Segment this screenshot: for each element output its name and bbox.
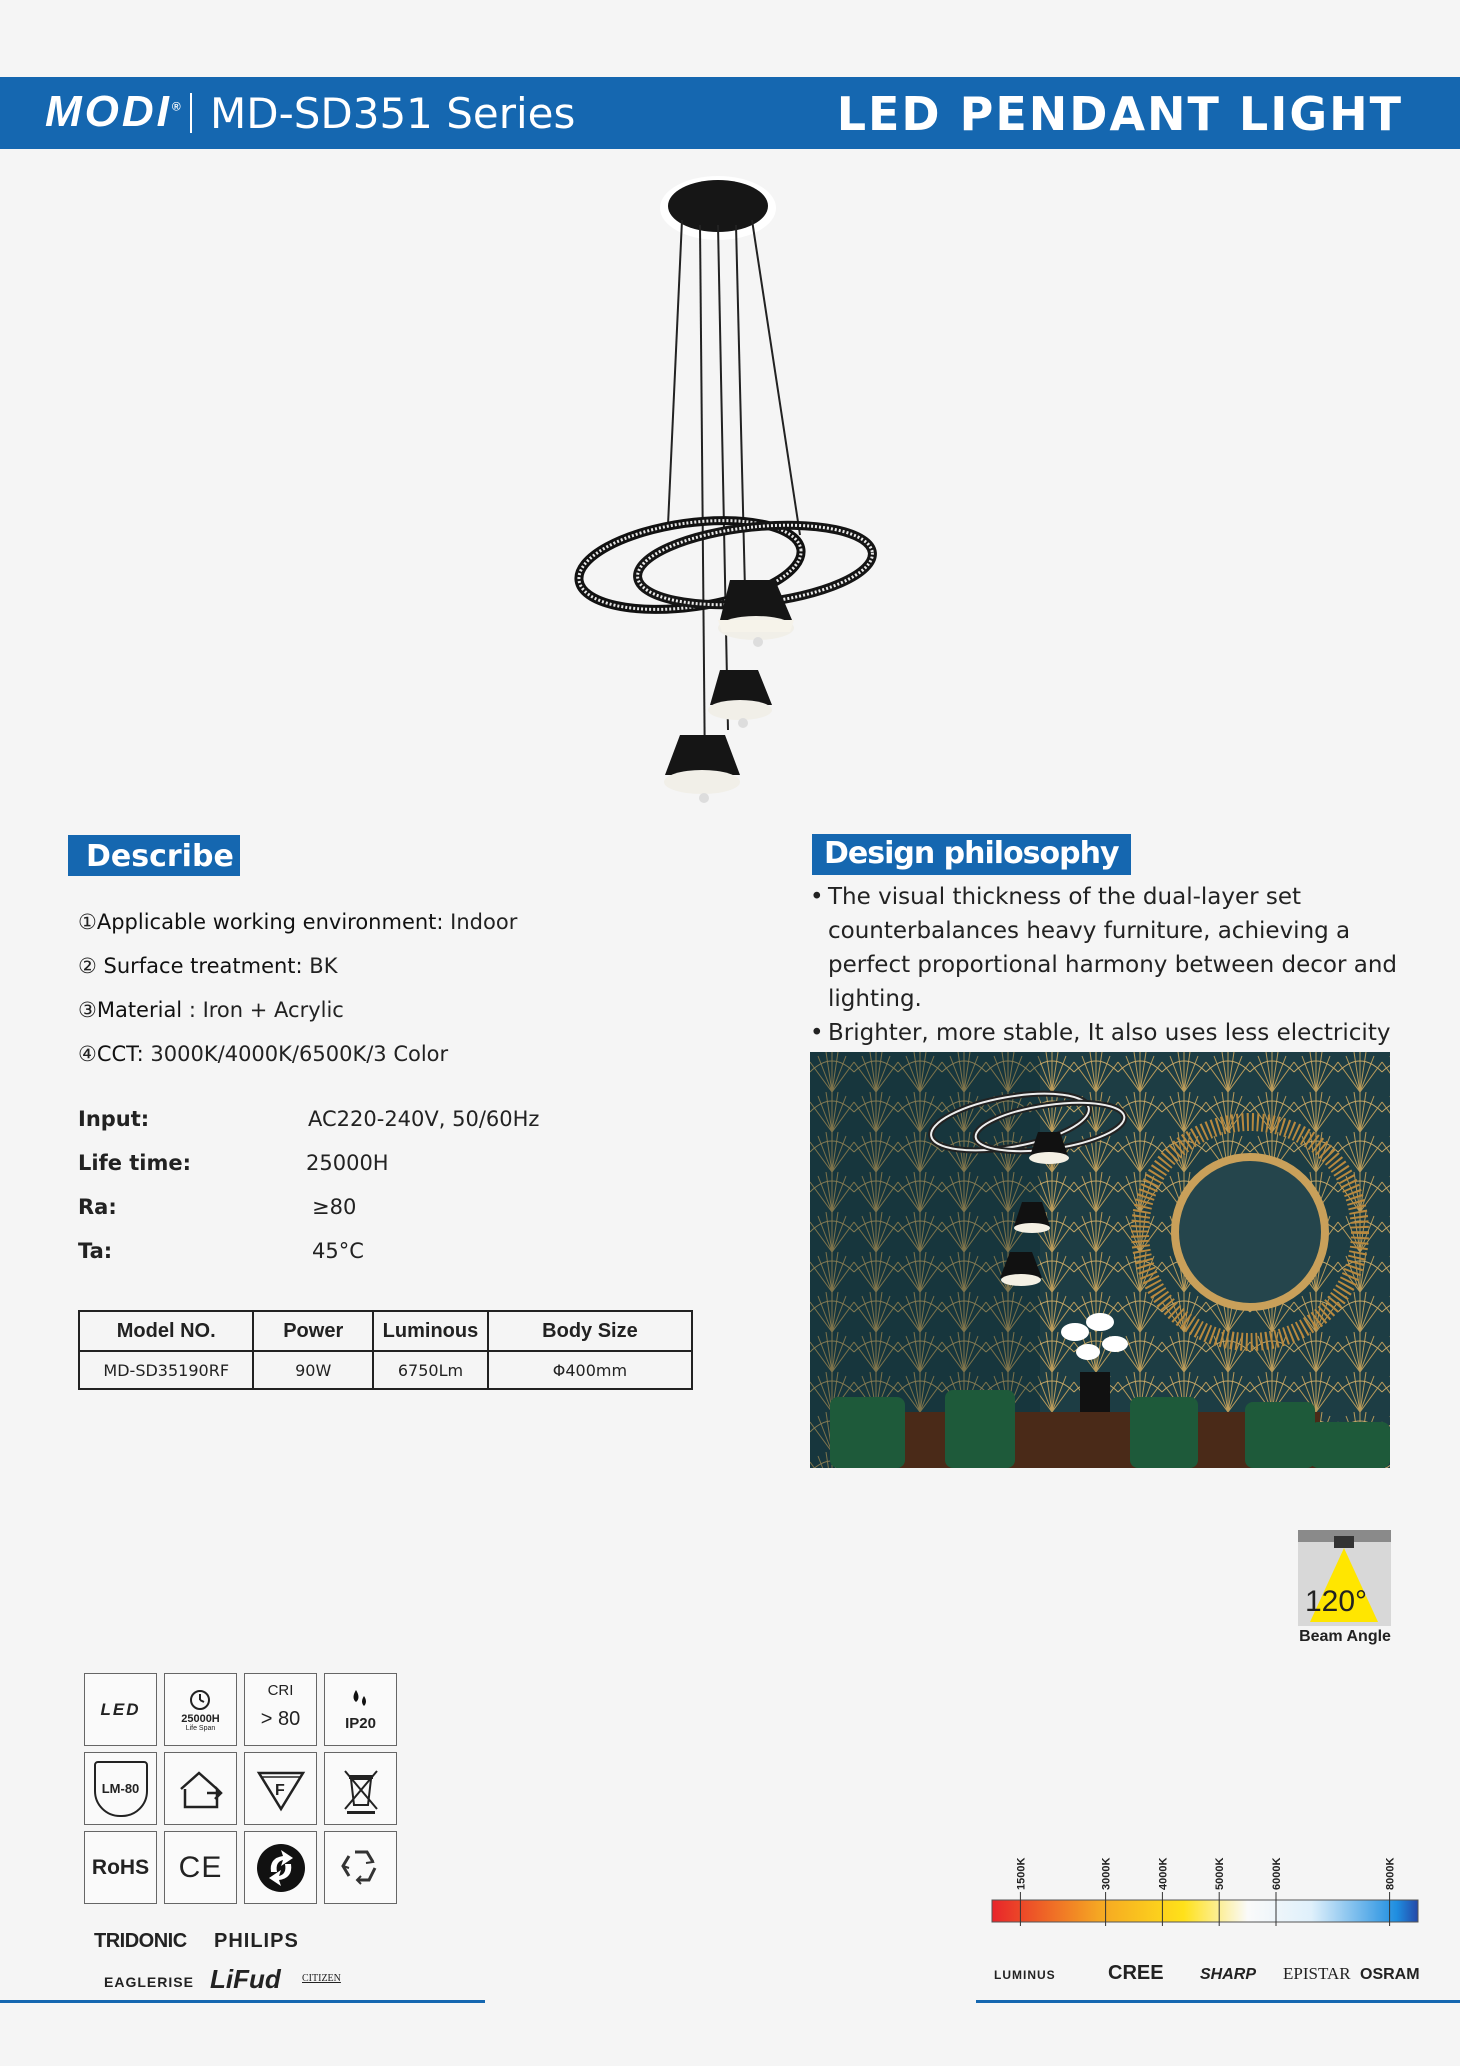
lifud-logo: LiFud <box>210 1964 281 1994</box>
spec-label: Input: <box>78 1107 150 1131</box>
recycle-icon <box>324 1831 397 1904</box>
eaglerise-logo: EAGLERISE <box>104 1974 194 1990</box>
tridonic-logo: TRIDONIC <box>94 1930 187 1952</box>
describe-title: Describe <box>68 835 240 876</box>
table-cell: MD-SD35190RF <box>79 1351 253 1389</box>
spec-value: ≥80 <box>312 1195 357 1219</box>
led-icon: LED <box>84 1673 157 1746</box>
cree-logo: CREE <box>1108 1962 1164 1984</box>
cct-color-bar <box>990 1840 1422 1940</box>
cct-tick-label: 8000K <box>1384 1857 1397 1890</box>
design-title: Design philosophy <box>812 834 1131 875</box>
table-header: Luminous <box>373 1311 488 1351</box>
lm80-icon: LM-80 <box>84 1752 157 1825</box>
footer-line-left <box>0 2000 485 2003</box>
series-title: MD-SD351 Series <box>210 89 576 138</box>
cct-tick-label: 5000K <box>1214 1857 1227 1890</box>
footer-line-right <box>976 2000 1460 2003</box>
green-dot-icon <box>244 1831 317 1904</box>
philips-logo: PHILIPS <box>214 1930 299 1952</box>
brand-logos-right <box>990 1962 1420 1992</box>
cct-tick-label: 1500K <box>1015 1857 1028 1890</box>
spec-table <box>78 1310 693 1390</box>
room-scene-image <box>810 1052 1390 1468</box>
cct-tick-label: 4000K <box>1157 1857 1170 1890</box>
table-row <box>79 1351 692 1389</box>
table-header: Power <box>253 1311 373 1351</box>
osram-logo: OSRAM <box>1360 1966 1420 1983</box>
citizen-logo: CITIZEN <box>302 1973 341 1984</box>
weee-icon <box>324 1752 397 1825</box>
sharp-logo: SHARP <box>1200 1966 1257 1983</box>
describe-item: ③Material : Iron + Acrylic <box>78 998 344 1022</box>
describe-item: ④CCT: 3000K/4000K/6500K/3 Color <box>78 1042 449 1066</box>
describe-item: ①Applicable working environment: Indoor <box>78 910 518 934</box>
table-header: Body Size <box>488 1311 692 1351</box>
spec-value: 25000H <box>306 1151 389 1175</box>
certification-grid <box>84 1673 402 1903</box>
header-bar <box>0 77 1460 149</box>
brand-logo: MODI® <box>45 87 184 136</box>
product-type-title: LED PENDANT LIGHT <box>836 87 1403 141</box>
cct-tick-label: 3000K <box>1100 1857 1113 1890</box>
svg-text:F: F <box>274 1781 285 1799</box>
spec-value: AC220-240V, 50/60Hz <box>308 1107 540 1131</box>
f-mark-icon <box>244 1752 317 1825</box>
header-divider <box>190 93 192 133</box>
ce-icon: CE <box>164 1831 237 1904</box>
brand-logos-left <box>90 1930 420 2000</box>
spec-row <box>78 1107 678 1151</box>
cct-tick-label: 6000K <box>1271 1857 1283 1890</box>
design-bullet: • Brighter, more stable, It also uses less electricity <box>810 1016 1410 1084</box>
table-cell: Φ400mm <box>488 1351 692 1389</box>
beam-angle-label: Beam Angle <box>1299 1628 1391 1645</box>
ip20-icon: IP20 <box>324 1673 397 1746</box>
beam-angle-value: 120° <box>1305 1585 1368 1618</box>
design-bullet: • The visual thickness of the dual-layer set counterbalances heavy furniture, achieving a perfect proportional harmony between decor and lighting. <box>810 880 1410 1016</box>
spec-row <box>78 1195 678 1239</box>
table-cell: 6750Lm <box>373 1351 488 1389</box>
spec-label: Life time: <box>78 1151 192 1175</box>
spec-row <box>78 1239 678 1283</box>
table-cell: 90W <box>253 1351 373 1389</box>
spec-label: Ta: <box>78 1239 113 1263</box>
table-header: Model NO. <box>79 1311 253 1351</box>
describe-list <box>78 900 517 1076</box>
lifespan-icon: 25000H Life Span <box>164 1673 237 1746</box>
table-header-row <box>79 1311 692 1351</box>
luminus-logo: LUMINUS <box>994 1968 1056 1982</box>
spec-row <box>78 1151 678 1195</box>
describe-item: ② Surface treatment: BK <box>78 954 338 978</box>
product-image <box>540 170 920 830</box>
spec-label: Ra: <box>78 1195 117 1219</box>
cri-icon: CRI > 80 <box>244 1673 317 1746</box>
epistar-logo: EPISTAR <box>1283 1964 1351 1983</box>
spec-value: 45°C <box>312 1239 364 1263</box>
indoor-use-icon <box>164 1752 237 1825</box>
rohs-icon: RoHS <box>84 1831 157 1904</box>
